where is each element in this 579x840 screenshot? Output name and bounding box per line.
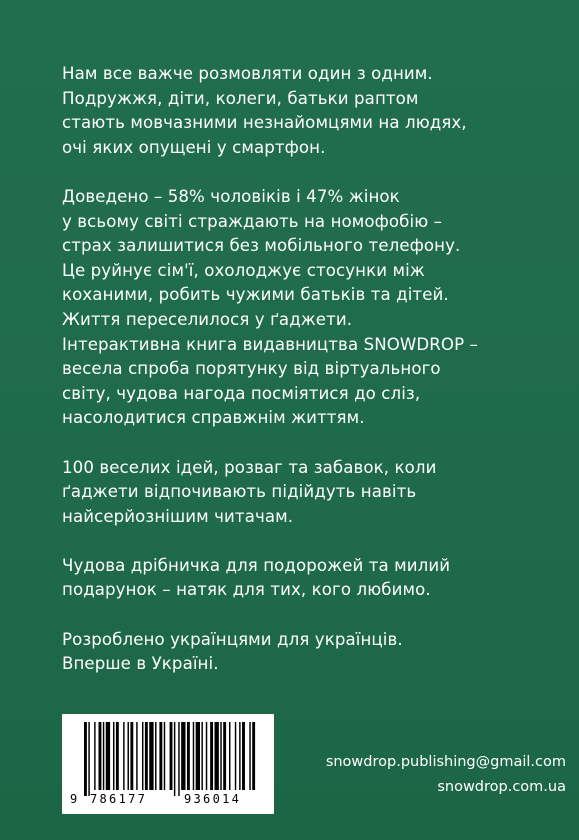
text-line: подарунок – натяк для тих, кого любимо. [62,580,431,600]
description-text [62,62,542,701]
paragraph-origin [62,628,542,677]
text-line: стають мовчазними незнайомцями на людях, [62,113,467,133]
text-line: 100 веселих ідей, розваг та забавок, коли [62,457,437,477]
text-line: очі яких опущені у смартфон. [62,137,326,157]
barcode-bar [235,722,236,790]
text-line: Це руйнує сім'ї, охолоджує стосунки між [62,260,425,280]
barcode-right-group: 936014 [184,792,242,806]
text-line: Життя переселилося у ґаджети. [62,309,353,329]
contact-email: snowdrop.publishing@gmail.com [325,754,566,770]
barcode-bar [128,722,129,790]
barcode-bar [145,722,148,790]
text-line: насолодитися справжнім життям. [62,408,365,428]
barcode-bar [99,722,102,790]
barcode-bar [142,722,143,790]
barcode-bar [136,722,137,790]
barcode-bar [181,722,185,790]
text-line: Доведено – 58% чоловіків і 47% жінок [62,186,400,206]
barcode-bar [155,722,156,790]
barcode-left-group: 786177 [90,792,148,806]
text-line: Вперше в Україні. [62,654,219,674]
text-line: Чудова дрібничка для подорожей та милий [62,555,451,575]
barcode-bar [159,722,162,790]
text-line: у всьому світі страждають на номофобію – [62,211,443,231]
barcode-bar [123,722,124,790]
paragraph-ideas [62,456,542,530]
barcode-bar [149,722,153,790]
barcode-bar [116,722,119,790]
barcode-bar [170,722,173,790]
isbn-barcode [62,714,274,814]
text-line: Нам все важче розмовляти один з одним. [62,64,433,83]
barcode-bar [220,722,221,790]
barcode-bar [174,722,175,796]
barcode-bar [206,722,207,790]
barcode-bar [178,722,179,796]
barcode-bar [84,722,87,796]
barcode-bar [242,722,245,790]
barcode-first-digit: 9 [70,792,78,806]
barcode-bar [193,722,194,790]
text-line: світу, чудова нагода посміятися до сліз, [62,383,421,403]
paragraph-gift [62,554,542,603]
text-line: страх залишитися без мобільного телефону. [62,236,461,256]
barcode-bar [196,722,200,790]
barcode-bar [229,722,230,790]
barcode-bar [201,722,202,790]
barcode-bar [249,722,250,790]
barcode-bar [113,722,114,790]
text-line: ґаджети відпочивають підійдуть навіть [62,482,417,502]
barcode-bar [103,722,104,790]
paragraph-intro [62,62,542,160]
contact-website: snowdrop.com.ua [437,779,566,795]
contacts [296,750,566,800]
barcode-bar [88,722,89,796]
text-line: Інтерактивна книга видавництва SNOWDROP – [62,334,478,354]
barcode-bar [215,722,219,790]
barcode-bar [210,722,213,790]
barcode-bar [130,722,133,790]
barcode-bar [252,722,255,790]
text-line: Подружжя, діти, колеги, батьки раптом [62,88,419,108]
text-line: Розроблено українцями для українців. [62,629,403,649]
barcode-digits [62,792,274,810]
text-line: найсерйознішим читачам. [62,506,294,526]
text-line: коханими, робить чужими батьків та дітей. [62,285,449,305]
paragraph-nomophobia [62,185,542,431]
barcode-bar [187,722,190,790]
barcode-bar [223,722,226,790]
text-line: весела спроба порятунку від віртуального [62,359,441,379]
barcode-bar [164,722,165,790]
barcode-bar [106,722,110,790]
barcode-bar [239,722,240,790]
barcode-bar [94,722,95,790]
